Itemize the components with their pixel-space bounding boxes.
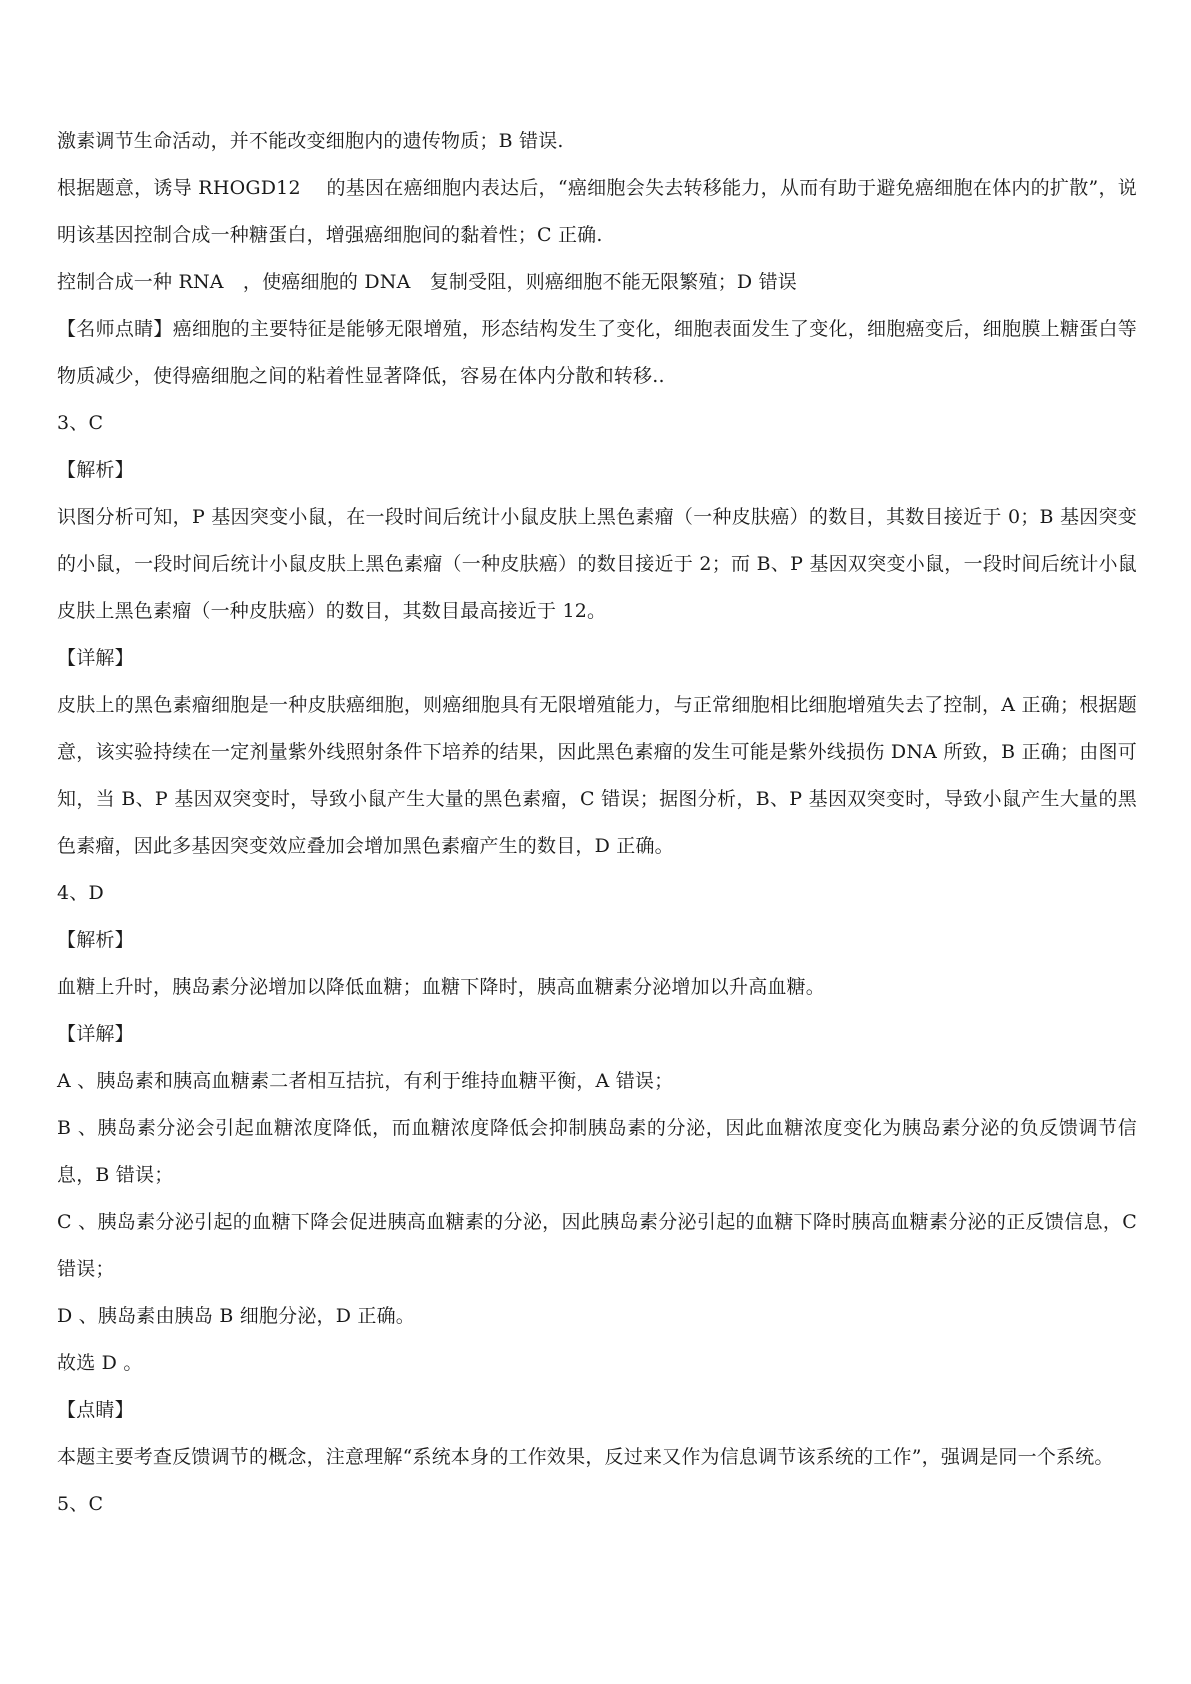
document-body <box>57 118 1137 1528</box>
option-b: B 、胰岛素分泌会引起血糖浓度降低，而血糖浓度降低会抑制胰岛素的分泌，因此血糖浓度变化为胰岛素分泌的负反馈调节信息，B 错误； <box>57 1117 1137 1186</box>
option-d: D 、胰岛素由胰岛 B 细胞分泌，D 正确。 <box>57 1305 415 1327</box>
paragraph-hormone-regulation: 激素调节生命活动，并不能改变细胞内的遗传物质；B 错误. <box>57 130 564 152</box>
paragraph-analysis-4: 血糖上升时，胰岛素分泌增加以降低血糖；血糖下降时，胰高血糖素分泌增加以升高血糖。 <box>57 976 826 998</box>
paragraph-rhogd12-gene: 根据题意，诱导 RHOGD12 的基因在癌细胞内表达后，“癌细胞会失去转移能力，从而有助于避免癌细胞在体内的扩散”，说明该基因控制合成一种糖蛋白，增强癌细胞间的黏着性；C 正确. <box>57 177 1137 246</box>
heading-analysis-3: 【解析】 <box>57 459 134 481</box>
paragraph-analysis-3: 识图分析可知，P 基因突变小鼠，在一段时间后统计小鼠皮肤上黑色素瘤（一种皮肤癌）的数目，其数目接近于 0；B 基因突变的小鼠，一段时间后统计小鼠皮肤上黑色素瘤（一种皮肤癌）的数目接近于 2；而 B、P 基因双突变小鼠，一段时间后统计小鼠皮肤上黑色素瘤（一种皮肤癌）的数目，其数目最高接近于 12。 <box>57 506 1137 622</box>
option-a: A 、胰岛素和胰高血糖素二者相互拮抗，有利于维持血糖平衡，A 错误； <box>57 1070 674 1092</box>
option-c: C 、胰岛素分泌引起的血糖下降会促进胰高血糖素的分泌，因此胰岛素分泌引起的血糖下降时胰高血糖素分泌的正反馈信息，C 错误； <box>57 1211 1137 1280</box>
paragraph-tip-4: 本题主要考查反馈调节的概念，注意理解“系统本身的工作效果，反过来又作为信息调节该系统的工作”，强调是同一个系统。 <box>57 1446 1114 1468</box>
answer-3: 3、C <box>57 412 104 434</box>
answer-4: 4、D <box>57 882 104 904</box>
paragraph-teacher-comment: 【名师点睛】癌细胞的主要特征是能够无限增殖，形态结构发生了变化，细胞表面发生了变化，细胞癌变后，细胞膜上糖蛋白等物质减少，使得癌细胞之间的粘着性显著降低，容易在体内分散和转移.. <box>57 318 1137 387</box>
paragraph-rna-dna: 控制合成一种 RNA ，使癌细胞的 DNA 复制受阻，则癌细胞不能无限繁殖；D 错误 <box>57 271 797 293</box>
heading-detail-4: 【详解】 <box>57 1023 134 1045</box>
choice-d: 故选 D 。 <box>57 1352 143 1374</box>
paragraph-detail-3: 皮肤上的黑色素瘤细胞是一种皮肤癌细胞，则癌细胞具有无限增殖能力，与正常细胞相比细胞增殖失去了控制，A 正确；根据题意，该实验持续在一定剂量紫外线照射条件下培养的结果，因此黑色素瘤的发生可能是紫外线损伤 DNA 所致，B 正确；由图可知，当 B、P 基因双突变时，导致小鼠产生大量的黑色素瘤，C 错误；据图分析，B、P 基因双突变时，导致小鼠产生大量的黑色素瘤，因此多基因突变效应叠加会增加黑色素瘤产生的数目，D 正确。 <box>57 694 1137 857</box>
heading-analysis-4: 【解析】 <box>57 929 134 951</box>
heading-tip-4: 【点睛】 <box>57 1399 134 1421</box>
heading-detail-3: 【详解】 <box>57 647 134 669</box>
answer-5: 5、C <box>57 1493 104 1515</box>
